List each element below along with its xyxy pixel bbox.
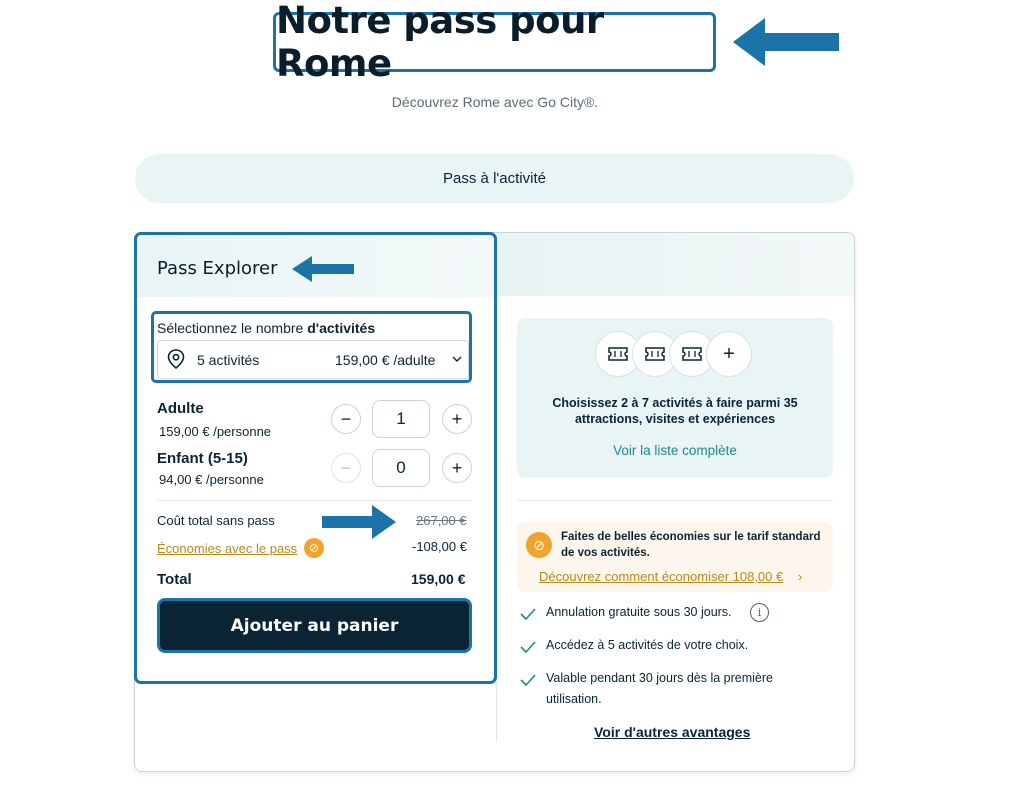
select-price: 159,00 € /adulte: [335, 352, 436, 368]
total-label: Total: [157, 571, 192, 588]
tab-label: Pass à l'activité: [443, 170, 546, 187]
check-icon: [520, 674, 536, 686]
check-icon: [520, 608, 536, 620]
page-subtitle: Découvrez Rome avec Go City®.: [391, 94, 599, 110]
pass-panel-highlight-frame: [134, 232, 497, 684]
adult-increment-button[interactable]: +: [442, 404, 472, 434]
adult-quantity-input[interactable]: 1: [372, 400, 430, 438]
annotation-arrow-left-title: [733, 18, 839, 66]
child-label: Enfant (5-15): [157, 450, 248, 467]
select-label: Sélectionnez le nombre d'activités: [157, 320, 376, 336]
check-icon: [520, 641, 536, 653]
pass-title: Pass Explorer: [157, 258, 278, 279]
full-list-link[interactable]: Voir la liste complète: [613, 443, 737, 458]
feature-item: Accédez à 5 activités de votre choix.: [546, 638, 749, 652]
child-price: 94,00 € /personne: [159, 472, 264, 487]
add-to-cart-button[interactable]: Ajouter au panier: [157, 598, 472, 653]
info-icon[interactable]: i: [750, 603, 769, 622]
feature-item: Valable pendant 30 jours dès la première utilisation.: [546, 671, 773, 706]
economy-link[interactable]: Découvrez comment économiser 108,00 €: [539, 569, 784, 584]
feature-item: Annulation gratuite sous 30 jours.: [546, 605, 732, 619]
total-value: 159,00 €: [411, 571, 466, 587]
child-quantity-input[interactable]: 0: [372, 449, 430, 487]
economy-text: Faites de belles économies sur le tarif standard de vos activités.: [561, 531, 821, 559]
economy-coin-icon: ⊘: [526, 532, 552, 558]
plus-icon: +: [706, 331, 752, 377]
child-increment-button[interactable]: +: [442, 453, 472, 483]
right-header-bg: [496, 233, 854, 296]
savings-coin-icon: ⊘: [304, 538, 324, 558]
adult-price: 159,00 € /personne: [159, 424, 272, 439]
total-without-pass-label: Coût total sans pass: [157, 513, 275, 528]
right-divider: [517, 500, 833, 501]
savings-value: -108,00 €: [412, 539, 467, 554]
adult-label: Adulte: [157, 400, 204, 417]
tab-pass-activite[interactable]: [135, 154, 854, 203]
select-value: 5 activités: [197, 352, 260, 368]
more-benefits-link[interactable]: Voir d'autres avantages: [594, 724, 751, 740]
child-decrement-button[interactable]: −: [331, 453, 361, 483]
page-title: Notre pass pour Rome: [276, 0, 604, 85]
page-title-box: [273, 0, 716, 85]
savings-link[interactable]: Économies avec le pass: [157, 541, 298, 556]
chevron-right-icon: ›: [798, 569, 803, 584]
adult-decrement-button[interactable]: −: [331, 404, 361, 434]
total-without-pass-value: 267,00 €: [416, 513, 467, 528]
activities-info-text: Choisissez 2 à 7 activités à faire parmi 35 attractions, visites et expériences: [552, 396, 798, 427]
